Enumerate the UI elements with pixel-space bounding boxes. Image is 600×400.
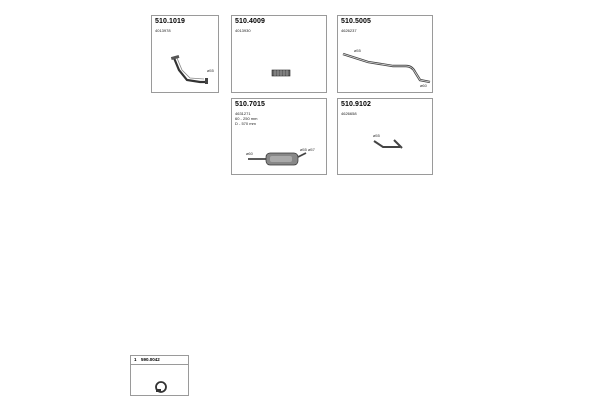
part-reference: 4631271 bbox=[235, 111, 251, 116]
dimension-label: ⌀55 bbox=[354, 48, 361, 53]
part-dimension: 60 - 250 mm bbox=[235, 116, 258, 121]
accessory-card bbox=[130, 355, 189, 396]
part-code: 510.1019 bbox=[155, 18, 185, 25]
part-reference: 4626237 bbox=[341, 28, 357, 33]
part-reference: 4013978 bbox=[155, 28, 171, 33]
dimension-label: ⌀60 bbox=[246, 151, 253, 156]
part-card-510-4009 bbox=[231, 15, 327, 93]
dimension-label: ⌀55 bbox=[373, 133, 380, 138]
flex-pipe-drawing bbox=[232, 16, 328, 94]
part-card-510-5005 bbox=[337, 15, 433, 93]
clamp-drawing bbox=[131, 365, 190, 397]
part-card-510-7015 bbox=[231, 98, 327, 175]
part-code: 510.5005 bbox=[341, 18, 371, 25]
intermediate-pipe-drawing bbox=[338, 16, 434, 94]
accessory-quantity: 1 bbox=[134, 357, 137, 362]
dimension-label: ⌀55 ⌀57 bbox=[300, 147, 315, 152]
dimension-label: ⌀60 bbox=[420, 83, 427, 88]
rear-silencer-drawing bbox=[232, 99, 328, 176]
front-pipe-drawing bbox=[152, 16, 220, 94]
part-code: 510.4009 bbox=[235, 18, 265, 25]
part-reference: 4013930 bbox=[235, 28, 251, 33]
part-card-510-9102 bbox=[337, 98, 433, 175]
part-code: 510.9102 bbox=[341, 101, 371, 108]
part-dimension: D - 570 mm bbox=[235, 121, 256, 126]
accessory-header bbox=[131, 356, 188, 365]
part-code: 510.7015 bbox=[235, 101, 265, 108]
tail-pipe-drawing bbox=[338, 99, 434, 176]
part-card-510-1019 bbox=[151, 15, 219, 93]
dimension-label: ⌀55 bbox=[207, 68, 214, 73]
part-reference: 4626658 bbox=[341, 111, 357, 116]
accessory-code: 590.0042 bbox=[141, 357, 160, 362]
